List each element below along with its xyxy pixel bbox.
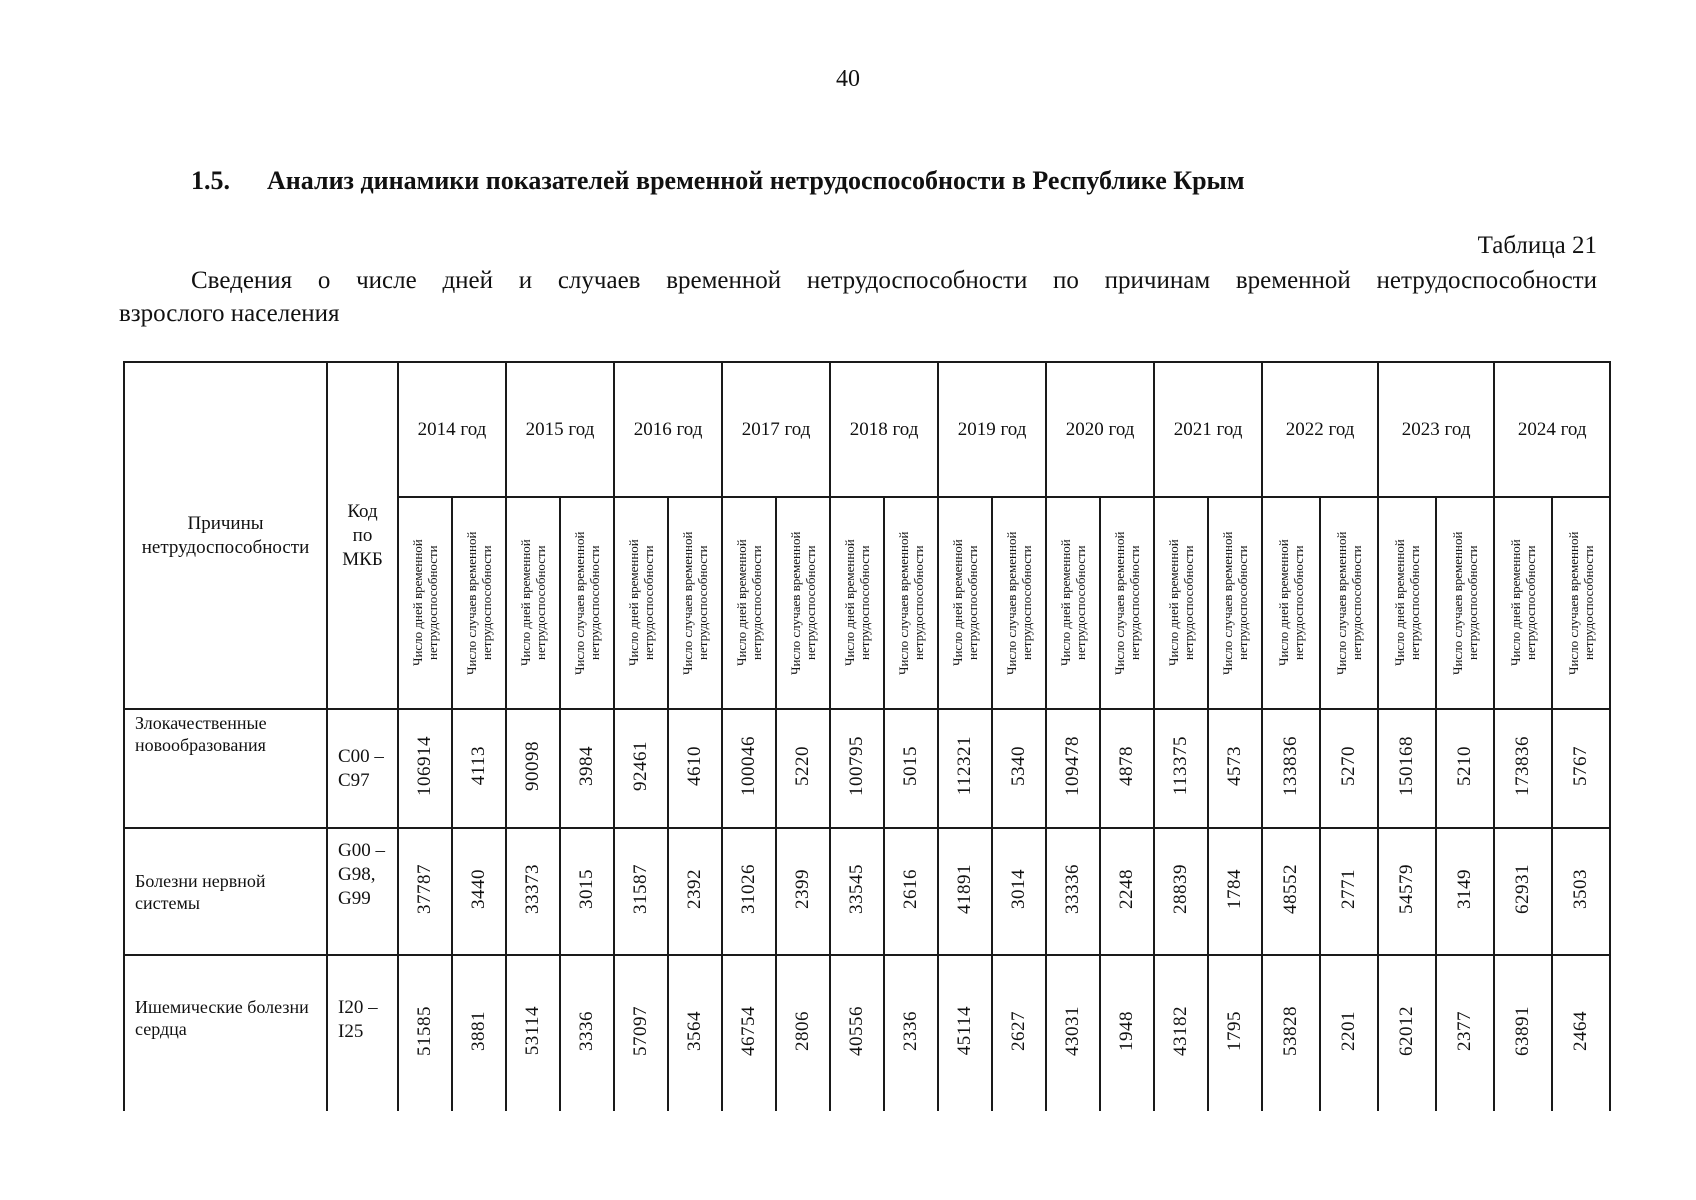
- header-code: [327, 362, 398, 709]
- header-cases-label: Число случаев временной нетрудоспособности: [1566, 531, 1597, 675]
- cell-days: [506, 709, 560, 828]
- cell-days: [938, 828, 992, 955]
- cell-value: 62012: [1396, 1006, 1418, 1056]
- cell-cases: [668, 955, 722, 1111]
- cell-days: [1378, 828, 1436, 955]
- header-days-label: Число дней временной нетрудоспособности: [842, 539, 873, 667]
- header-cases-label: Число случаев временной нетрудоспособности: [680, 531, 711, 675]
- cell-days: [398, 955, 452, 1111]
- header-days-label: Число дней временной нетрудоспособности: [626, 539, 657, 667]
- table-label: Таблица 21: [1477, 232, 1597, 259]
- cell-days: [614, 828, 668, 955]
- cell-value: 2392: [684, 869, 706, 909]
- cell-value: 3440: [468, 869, 489, 909]
- cell-value: 100046: [738, 736, 760, 796]
- header-days-label: Число дней временной нетрудоспособности: [518, 539, 549, 667]
- cell-days: [1378, 955, 1436, 1111]
- cell-days: [722, 709, 776, 828]
- header-year: 2022 год: [1262, 362, 1378, 497]
- cell-value: 173836: [1512, 736, 1534, 796]
- cell-value: 46754: [738, 1006, 760, 1056]
- cell-value: 31587: [630, 864, 652, 914]
- header-cases: [1100, 497, 1154, 709]
- header-cases: [1320, 497, 1378, 709]
- cell-cases: [884, 709, 938, 828]
- header-year: 2016 год: [614, 362, 722, 497]
- header-year: 2018 год: [830, 362, 938, 497]
- cell-days: [398, 828, 452, 955]
- cell-value: 54579: [1396, 864, 1418, 914]
- header-cases: [1208, 497, 1262, 709]
- cell-value: 2248: [1116, 869, 1138, 909]
- header-cases: [1436, 497, 1494, 709]
- cell-value: 41891: [954, 864, 976, 914]
- header-days-label: Число дней временной нетрудоспособности: [1508, 539, 1539, 667]
- cell-days: [398, 709, 452, 828]
- header-days: [1154, 497, 1208, 709]
- cell-value: 2377: [1454, 1011, 1476, 1051]
- header-days: [1046, 497, 1100, 709]
- header-days: [830, 497, 884, 709]
- header-cases-label: Число случаев временной нетрудоспособности: [464, 531, 494, 675]
- table-row: [124, 828, 1610, 955]
- cell-value: 4610: [684, 746, 706, 786]
- section-number: 1.5.: [191, 166, 230, 195]
- header-cases-label: Число случаев временной нетрудоспособности: [572, 531, 603, 675]
- cell-cases: [992, 709, 1046, 828]
- cell-cases: [668, 828, 722, 955]
- cell-cases: [884, 955, 938, 1111]
- cell-value: 63891: [1512, 1006, 1534, 1056]
- cell-value: 1784: [1224, 869, 1246, 909]
- cell-value: 90098: [522, 741, 544, 791]
- header-year: 2017 год: [722, 362, 830, 497]
- cell-value: 5015: [900, 746, 922, 786]
- header-year: 2014 год: [398, 362, 506, 497]
- cell-value: 133836: [1280, 736, 1302, 796]
- cell-cases: [452, 709, 506, 828]
- cell-value: 2771: [1338, 869, 1360, 909]
- header-year: 2021 год: [1154, 362, 1262, 497]
- cell-cases: [1100, 709, 1154, 828]
- cell-value: 45114: [954, 1006, 976, 1056]
- cell-value: 2806: [792, 1011, 814, 1051]
- cell-cases: [1320, 955, 1378, 1111]
- cell-code: G00 – G98, G99: [327, 828, 398, 955]
- cell-cases: [1100, 955, 1154, 1111]
- cell-cases: [452, 955, 506, 1111]
- caption-line-1: Сведения о числе дней и случаев временной нетрудоспособности по причинам временной нетрудоспособности: [191, 267, 1597, 294]
- cell-days: [1262, 955, 1320, 1111]
- cell-days: [1154, 955, 1208, 1111]
- cell-days: [830, 955, 884, 1111]
- cell-value: 5767: [1570, 746, 1592, 786]
- header-cases: [668, 497, 722, 709]
- caption-line-2: взрослого населения: [119, 300, 340, 327]
- cell-value: 53828: [1280, 1006, 1302, 1056]
- cell-value: 33545: [846, 864, 868, 914]
- section-heading: [191, 166, 1245, 196]
- cell-value: 92461: [630, 741, 652, 791]
- cell-value: 109478: [1062, 736, 1084, 796]
- cell-value: 2399: [792, 869, 814, 909]
- header-days: [614, 497, 668, 709]
- header-cases-label: Число случаев временной нетрудоспособности: [896, 531, 927, 675]
- cell-value: 33336: [1062, 864, 1084, 914]
- cell-cases: [992, 828, 1046, 955]
- cell-days: [938, 955, 992, 1111]
- cell-value: 3881: [468, 1011, 489, 1051]
- cell-days: [1262, 828, 1320, 955]
- header-cases: [560, 497, 614, 709]
- cell-value: 2336: [900, 1011, 922, 1051]
- cell-days: [1046, 709, 1100, 828]
- cell-days: [1154, 709, 1208, 828]
- cell-days: [1378, 709, 1436, 828]
- header-days: [722, 497, 776, 709]
- header-cases-label: Число случаев временной нетрудоспособности: [1220, 531, 1251, 675]
- cell-value: 100795: [846, 736, 868, 796]
- cell-cases: [560, 709, 614, 828]
- header-days-label: Число дней временной нетрудоспособности: [734, 539, 765, 667]
- cell-cause: Ишемические болезни сердца: [124, 955, 327, 1111]
- cell-cases: [1208, 709, 1262, 828]
- cell-cause: Болезни нервной системы: [124, 828, 327, 955]
- header-cases-label: Число случаев временной нетрудоспособности: [788, 531, 819, 675]
- cell-value: 2616: [900, 869, 922, 909]
- cell-value: 5340: [1008, 746, 1030, 786]
- cell-cases: [1100, 828, 1154, 955]
- cell-days: [722, 955, 776, 1111]
- cell-value: 3564: [684, 1011, 706, 1051]
- cell-value: 40556: [846, 1006, 868, 1056]
- header-cases: [452, 497, 506, 709]
- cell-value: 3149: [1454, 869, 1476, 909]
- cell-value: 150168: [1396, 736, 1418, 796]
- header-row-years: [124, 362, 1610, 497]
- header-days-label: Число дней временной нетрудоспособности: [410, 539, 440, 667]
- header-cases: [1552, 497, 1610, 709]
- cell-value: 1795: [1224, 1011, 1246, 1051]
- cell-value: 5270: [1338, 746, 1360, 786]
- cell-days: [722, 828, 776, 955]
- cell-days: [1494, 828, 1552, 955]
- cell-value: 113375: [1170, 736, 1192, 796]
- cell-value: 37787: [414, 864, 435, 914]
- cell-value: 3503: [1570, 869, 1592, 909]
- header-days-label: Число дней временной нетрудоспособности: [1166, 539, 1197, 667]
- table-row: [124, 709, 1610, 828]
- cell-days: [1046, 828, 1100, 955]
- header-cases-label: Число случаев временной нетрудоспособности: [1334, 531, 1365, 675]
- cell-cases: [776, 828, 830, 955]
- cell-value: 106914: [414, 736, 435, 796]
- cell-value: 2627: [1008, 1011, 1030, 1051]
- header-cause: Причины нетрудоспособности: [124, 362, 327, 709]
- cell-days: [1262, 709, 1320, 828]
- header-days-label: Число дней временной нетрудоспособности: [1392, 539, 1423, 667]
- cell-cases: [1436, 955, 1494, 1111]
- header-cases-label: Число случаев временной нетрудоспособности: [1112, 531, 1143, 675]
- cell-days: [614, 955, 668, 1111]
- cell-value: 5220: [792, 746, 814, 786]
- cell-value: 4878: [1116, 746, 1138, 786]
- cell-value: 57097: [630, 1006, 652, 1056]
- cell-cases: [776, 955, 830, 1111]
- cell-value: 51585: [414, 1006, 435, 1056]
- table-row: [124, 955, 1610, 1111]
- header-days-label: Число дней временной нетрудоспособности: [1276, 539, 1307, 667]
- cell-cases: [1552, 709, 1610, 828]
- cell-value: 28839: [1170, 864, 1192, 914]
- cell-cases: [452, 828, 506, 955]
- cell-value: 43031: [1062, 1006, 1084, 1056]
- cell-cases: [1436, 709, 1494, 828]
- header-code-label: Код по МКБ: [342, 500, 383, 570]
- cell-days: [614, 709, 668, 828]
- cell-code: С00 – С97: [327, 709, 398, 828]
- cell-value: 3984: [576, 746, 598, 786]
- cell-cause: Злокачественные новообразования: [124, 709, 327, 828]
- cell-code: I20 – I25: [327, 955, 398, 1111]
- cell-cases: [668, 709, 722, 828]
- cell-value: 53114: [522, 1006, 544, 1056]
- section-title: Анализ динамики показателей временной нетрудоспособности в Республике Крым: [267, 166, 1245, 195]
- header-cases-label: Число случаев временной нетрудоспособности: [1004, 531, 1035, 675]
- cell-value: 3014: [1008, 869, 1030, 909]
- header-year: 2023 год: [1378, 362, 1494, 497]
- header-days: [938, 497, 992, 709]
- cell-value: 48552: [1280, 864, 1302, 914]
- cell-cases: [992, 955, 1046, 1111]
- header-days: [1378, 497, 1436, 709]
- cell-value: 43182: [1170, 1006, 1192, 1056]
- header-year: 2019 год: [938, 362, 1046, 497]
- cell-days: [1154, 828, 1208, 955]
- cell-days: [1494, 709, 1552, 828]
- cell-days: [506, 828, 560, 955]
- cell-value: 31026: [738, 864, 760, 914]
- cell-cases: [1552, 828, 1610, 955]
- cell-value: 3015: [576, 869, 598, 909]
- header-cases-label: Число случаев временной нетрудоспособности: [1450, 531, 1481, 675]
- cell-value: 3336: [576, 1011, 598, 1051]
- header-days: [398, 497, 452, 709]
- disability-table: [123, 361, 1611, 1111]
- cell-value: 5210: [1454, 746, 1476, 786]
- cell-cases: [1208, 828, 1262, 955]
- cell-cases: [776, 709, 830, 828]
- header-cases: [884, 497, 938, 709]
- header-days: [1262, 497, 1320, 709]
- header-days: [1494, 497, 1552, 709]
- header-year: 2020 год: [1046, 362, 1154, 497]
- cell-days: [1494, 955, 1552, 1111]
- cell-cases: [884, 828, 938, 955]
- page-number: 40: [836, 66, 860, 92]
- cell-value: 4573: [1224, 746, 1246, 786]
- cell-cases: [1320, 709, 1378, 828]
- cell-value: 62931: [1512, 864, 1534, 914]
- cell-value: 33373: [522, 864, 544, 914]
- header-days-label: Число дней временной нетрудоспособности: [950, 539, 981, 667]
- cell-days: [1046, 955, 1100, 1111]
- header-year: 2024 год: [1494, 362, 1610, 497]
- cell-value: 2201: [1338, 1011, 1360, 1051]
- header-cases: [992, 497, 1046, 709]
- table-caption: [119, 264, 1597, 330]
- cell-cases: [1208, 955, 1262, 1111]
- cell-value: 4113: [468, 746, 489, 786]
- cell-cases: [1552, 955, 1610, 1111]
- cell-cases: [1320, 828, 1378, 955]
- cell-value: 112321: [954, 736, 976, 796]
- cell-days: [830, 709, 884, 828]
- cell-days: [506, 955, 560, 1111]
- cell-cases: [560, 828, 614, 955]
- cell-days: [938, 709, 992, 828]
- header-cases: [776, 497, 830, 709]
- cell-value: 2464: [1570, 1011, 1592, 1051]
- cell-value: 1948: [1116, 1011, 1138, 1051]
- cell-cases: [1436, 828, 1494, 955]
- header-days: [506, 497, 560, 709]
- header-year: 2015 год: [506, 362, 614, 497]
- header-days-label: Число дней временной нетрудоспособности: [1058, 539, 1089, 667]
- cell-cases: [560, 955, 614, 1111]
- cell-days: [830, 828, 884, 955]
